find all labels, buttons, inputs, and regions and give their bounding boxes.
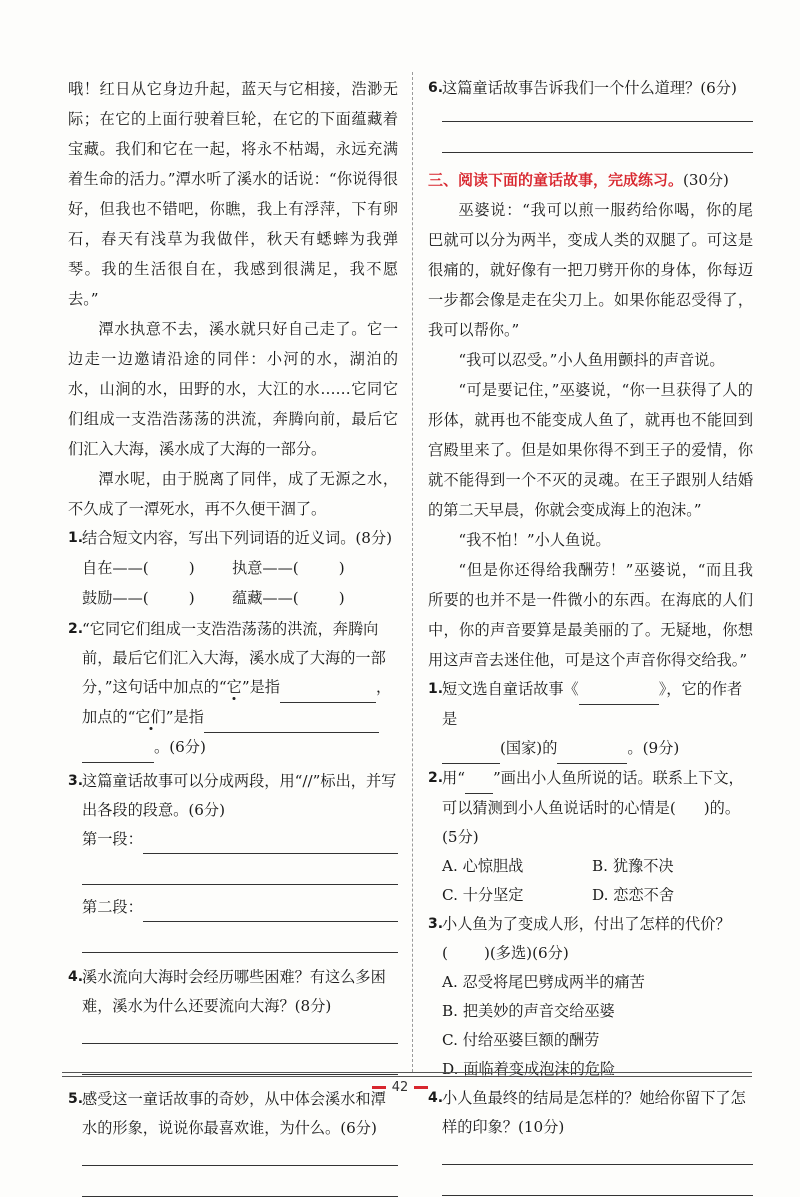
left-column [68,74,398,1197]
answer-blank[interactable] [442,734,500,764]
answer-line[interactable] [82,1166,398,1197]
story-paragraph: 巫婆说：“我可以煎一服药给你喝，你的尾巴就可以分为两半，变成人类的双腿了。可这是很痛的，就好像有一把刀劈开你的身体，你每迈一步都会像是走在尖刀上。如果你能忍受得了，我可以帮你。” [428,201,753,339]
question-number: 5. [68,1091,84,1107]
question-number: 3. [68,773,84,789]
vocab-item[interactable]: 自在——( ) [82,559,195,577]
passage-paragraph: 潭水执意不去，溪水就只好自己走了。它一边走一边邀请沿途的同伴：小河的水，湖泊的水，山涧的水，田野的水，大江的水……它同它们组成一支浩浩荡荡的洪流，奔腾向前，最后它们汇入大海，溪水成了大海的一部分。 [68,320,398,458]
right-question-2: 2. 用“ ”画出小人鱼所说的话。联系上下文，可以猜测到小人鱼说话时的心情是( )的。(5分) [428,764,753,852]
question-text: 这篇童话故事可以分成两段，用“//”标出，并写出各段的段意。(6分) [82,772,397,819]
question-number: 4. [428,1090,444,1106]
story-paragraph: “我可以忍受。”小人鱼用颤抖的声音说。 [458,351,725,369]
option-c[interactable]: C. 十分坚定 [442,886,524,904]
passage-paragraph: 潭水呢，由于脱离了同伴，成了无源之水，不久成了一潭死水，再不久便干涸了。 [68,470,398,518]
right-column [428,74,753,1196]
question-3 [68,767,398,825]
answer-blank[interactable] [280,673,376,703]
answer-line[interactable] [82,922,398,953]
answer-blank[interactable] [204,703,379,733]
answer-line[interactable] [82,1021,398,1044]
options-row [428,852,753,881]
story-paragraph: “但是你还得给我酬劳！”巫婆说，“而且我所要的也并不是一件微小的东西。在海底的人们中，你的声音要算是最美丽的了。无疑地，你想用这声音去迷住他，可是这个声音你得交给我。” [428,561,753,669]
dotted-word: 它 [226,678,242,696]
option-a[interactable]: A. 心惊胆战 [442,857,524,875]
question-number: 3. [428,916,444,932]
option-b[interactable]: B. 把美妙的声音交给巫婆 [442,1002,615,1020]
right-question-1: 1. 短文选自童话故事《 》，它的作者是 (国家)的 。(9分) [428,675,753,764]
answer-line[interactable] [442,122,753,153]
question-number: 1. [428,681,444,697]
question-6 [428,74,753,103]
dash-mark [372,1086,386,1089]
question-number: 1. [68,530,84,546]
answer-line[interactable] [143,901,398,922]
dotted-word: 它们 [135,708,166,726]
question-text: 这篇童话故事告诉我们一个什么道理？(6分) [442,79,737,97]
answer-line[interactable] [143,833,398,854]
page-number: 42 [0,1080,800,1095]
answer-line[interactable] [442,1165,753,1196]
question-number: 6. [428,80,444,96]
answer-line[interactable] [82,1143,398,1166]
right-question-3: 3. 小人鱼为了变成人形，付出了怎样的代价？ ( )(多选)(6分) [428,910,753,968]
option-b[interactable]: B. 犹豫不决 [592,857,674,875]
answer-blank[interactable] [82,733,154,763]
segment-label: 第二段： [82,898,143,916]
dash-mark [414,1086,428,1089]
option-c[interactable]: C. 付给巫婆巨额的酬劳 [442,1031,600,1049]
story-paragraph: “我不怕！”小人鱼说。 [458,531,611,549]
question-1 [68,524,398,553]
question-number: 2. [68,621,84,637]
column-divider [412,72,413,1072]
question-2: 2. “它同它们组成一支浩浩荡荡的洪流，奔腾向前，最后它们汇入大海，溪水成了大海的一部分，”这句话中加点的“它”是指 ，加点的“它们”是指 。(6分) [68,615,398,763]
question-text: 结合短文内容，写出下列词语的近义词。(8分) [82,529,393,547]
footer-rule [62,1072,752,1073]
answer-blank[interactable] [557,734,627,764]
vocab-row [68,583,398,613]
segment-label: 第一段： [82,830,143,848]
vocab-row [68,553,398,583]
vocab-item[interactable]: 蕴藏——( ) [232,589,345,607]
passage-paragraph: 哦！红日从它身边升起，蓝天与它相接，浩渺无际；在它的上面行驶着巨轮，在它的下面蕴藏着宝藏。我们和它在一起，将永不枯竭，永远充满着生命的活力。”潭水听了溪水的话说：“你说得很好，但我也不错吧，你瞧，我上有浮萍，下有卵石，春天有浅草为我做伴，秋天有蟋蟀为我弹琴。我的生活很自在，我感到很满足，我不愿去。” [68,80,398,308]
option-d[interactable]: D. 恋恋不舍 [592,886,675,904]
answer-line[interactable] [82,854,398,885]
question-number: 2. [428,770,444,786]
answer-line[interactable] [82,1044,398,1075]
footer-rule [62,1076,752,1077]
option-a[interactable]: A. 忍受将尾巴劈成两半的痛苦 [442,973,645,991]
story-paragraph: “可是要记住，”巫婆说，“你一旦获得了人的形体，就再也不能变成人鱼了，就再也不能回到宫殿里来了。但是如果你得不到王子的爱情，你就不能得到一个不灭的灵魂。在王子跟别人结婚的第二天早晨，你就会变成海上的泡沫。” [428,381,753,519]
question-text: 小人鱼最终的结局是怎样的？她给你留下了怎样的印象？(10分) [442,1089,746,1136]
options-row [428,881,753,910]
question-text: 感受这一童话故事的奇妙，从中体会溪水和潭水的形象，说说你最喜欢谁，为什么。(6分) [82,1090,386,1137]
question-text: 溪水流向大海时会经历哪些困难？有这么多困难，溪水为什么还要流向大海？(8分) [82,968,386,1015]
question-4 [68,963,398,1021]
answer-line[interactable] [442,103,753,122]
question-number: 4. [68,969,84,985]
segment-2-row [68,893,398,922]
answer-blank[interactable] [579,675,659,705]
vocab-item[interactable]: 执意——( ) [232,559,345,577]
underline-sample [465,764,493,794]
section-heading: 三、阅读下面的童话故事，完成练习。(30分) [428,171,729,189]
segment-1-row [68,825,398,854]
option-d[interactable]: D. 面临着变成泡沫的危险 [442,1060,616,1078]
vocab-item[interactable]: 鼓励——( ) [82,589,195,607]
